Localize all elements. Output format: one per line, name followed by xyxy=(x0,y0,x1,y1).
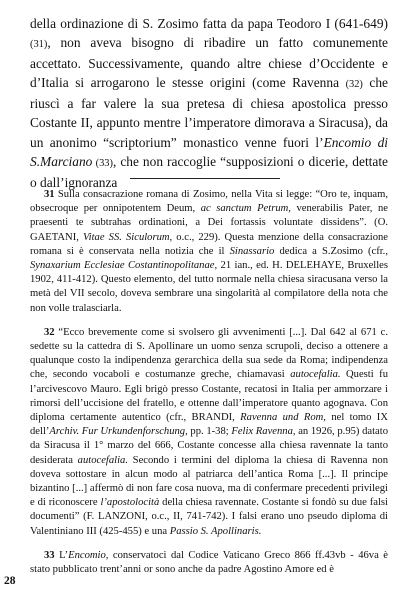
main-text xyxy=(30,14,388,192)
footnote-ref-31: (31) xyxy=(30,39,48,51)
main-paragraph xyxy=(30,14,388,192)
note-text: dedica a S.Zosimo (cfr., xyxy=(274,245,388,257)
note-italic: autocefalia. xyxy=(77,454,128,466)
note-text: o.c., 229). Questa menzione della consacrazione romana si è conservata nella notizia che il xyxy=(30,231,388,257)
note-italic: Passio S. Apollinaris. xyxy=(169,525,262,537)
footnote-31 xyxy=(30,188,388,316)
note-text: Questi fu l’arcivescovo Mauro. Egli brigò presso Costante, recatosi in Italia per ammorzare i rimorsi dell’uccisione del fratello, e ottenne dall’imperatore quanto agognava. Con diploma certamente autentico (cfr., BRANDI, xyxy=(30,369,388,424)
note-text: conservatoci dal Codice Vaticano Greco 866 ff.43vb - 46va è stato pubblicato trent’anni or sono anche da padre Agostino Amore ed è xyxy=(30,549,388,576)
note-italic: Ravenna und Rom, xyxy=(240,412,326,424)
note-text: “Ecco brevemente come si svolsero gli avvenimenti [...]. Dal 642 al 671 c. sedette su la cattedra di S. Apollinare un uomo senza scrupoli, deciso a ottenere a qualunque costo la indipendenza gerarchica della sua sede da Roma; indipendenza che, secondo vocaboli e costumanze greche, chiamavasi xyxy=(30,326,388,381)
footnote-ref-33: (33) xyxy=(92,157,113,169)
note-text: pp. 1-38; xyxy=(187,426,232,438)
note-text: an 1926, p.95) datato da Siracusa il 1° marzo del 666, Costante concesse alla chiesa ravennate la tanto desiderata xyxy=(30,426,388,466)
footnote-number: 31 xyxy=(44,189,55,200)
note-italic: Archiv. Fur Urkundenforschung, xyxy=(49,426,188,438)
note-italic: Sinassario xyxy=(229,245,275,257)
footnote-32 xyxy=(30,326,388,539)
text-segment: che riuscì a far valere la sua pretesa di chiesa apostolica presso Costante II, appunto mentre l’imperatore dimorava a Siracusa), da un anonimo “scriptorium” monastico venne fuori l’ xyxy=(30,75,388,150)
text-segment: ordinazione di S. Zosimo fatta da papa Teodoro I (641-649) xyxy=(60,16,388,31)
footnote-number: 33 xyxy=(44,549,55,561)
note-italic: Felix Ravenna, xyxy=(231,426,296,438)
footnote-33 xyxy=(30,549,388,577)
note-italic: Vitae SS. Siculorum, xyxy=(82,231,173,243)
note-italic: ac sanctum Petrum, xyxy=(200,203,291,215)
work-title: Encomio di S.Marciano xyxy=(30,134,388,169)
text-segment: , che non raccoglie “supposizioni o dicerie, dettate o dall’ignoranza xyxy=(30,153,388,190)
note-text: 21 ian., ed. H. DELEHAYE, Bruxelles 1902, 411-412). Questo elemento, del tutto normale nella chiesa siracusana verso la metà del VII secolo, doveva sembrare una singolarità al compilatore della nota che non volle tralasciarla. xyxy=(30,260,389,314)
note-text: L’ xyxy=(54,549,69,561)
note-italic: Synaxarium Ecclesiae Costantinopolitanae, xyxy=(30,260,218,272)
note-italic: autocefalia. xyxy=(290,369,341,381)
note-text: della chiesa ravennate. Costante si fondò su due falsi documenti” (F. LANZONI, o.c., II, 741-742). I falsi erano uno pseudo diploma di Valentiniano III (425-455) e una xyxy=(30,497,388,537)
note-italic: Encomio, xyxy=(68,549,109,561)
text-segment: , non aveva bisogno di ribadire un fatto comunemente accettato. Successivamente, quando altre chiese d’Occidente e d’Italia si arrogarono le stesse origini (come Ravenna xyxy=(30,35,388,91)
note-text: nel tomo IX dell’ xyxy=(30,412,388,438)
note-text: venerabilis Pater, ne praesenti te subtrahas ordinationi, a Dei fortassis voluntate dissidens”. (O. GAETANI, xyxy=(30,203,388,243)
note-italic: l’apostolocità xyxy=(100,497,160,509)
note-text: Secondo i termini del diploma la chiesa di Ravenna non doveva sottostare in alcun modo al patriarca dell’antica Roma [...]. Il principe bizantino [...] affermò di non fare cosa nuova, ma di confermare precedenti privilegi e di riconoscere xyxy=(30,454,388,509)
note-text: Sulla consacrazione romana di Zosimo, nella Vita si legge: “Oro te, inquam, obsecroque per onnipotentem Deum, xyxy=(30,189,388,215)
page-number: 28 xyxy=(4,575,16,587)
footnote-ref-32: (32) xyxy=(345,79,363,91)
text-segment: della xyxy=(30,16,61,31)
footnote-number: 32 xyxy=(44,326,55,338)
footnote-separator xyxy=(130,178,280,179)
footnotes xyxy=(30,188,388,577)
